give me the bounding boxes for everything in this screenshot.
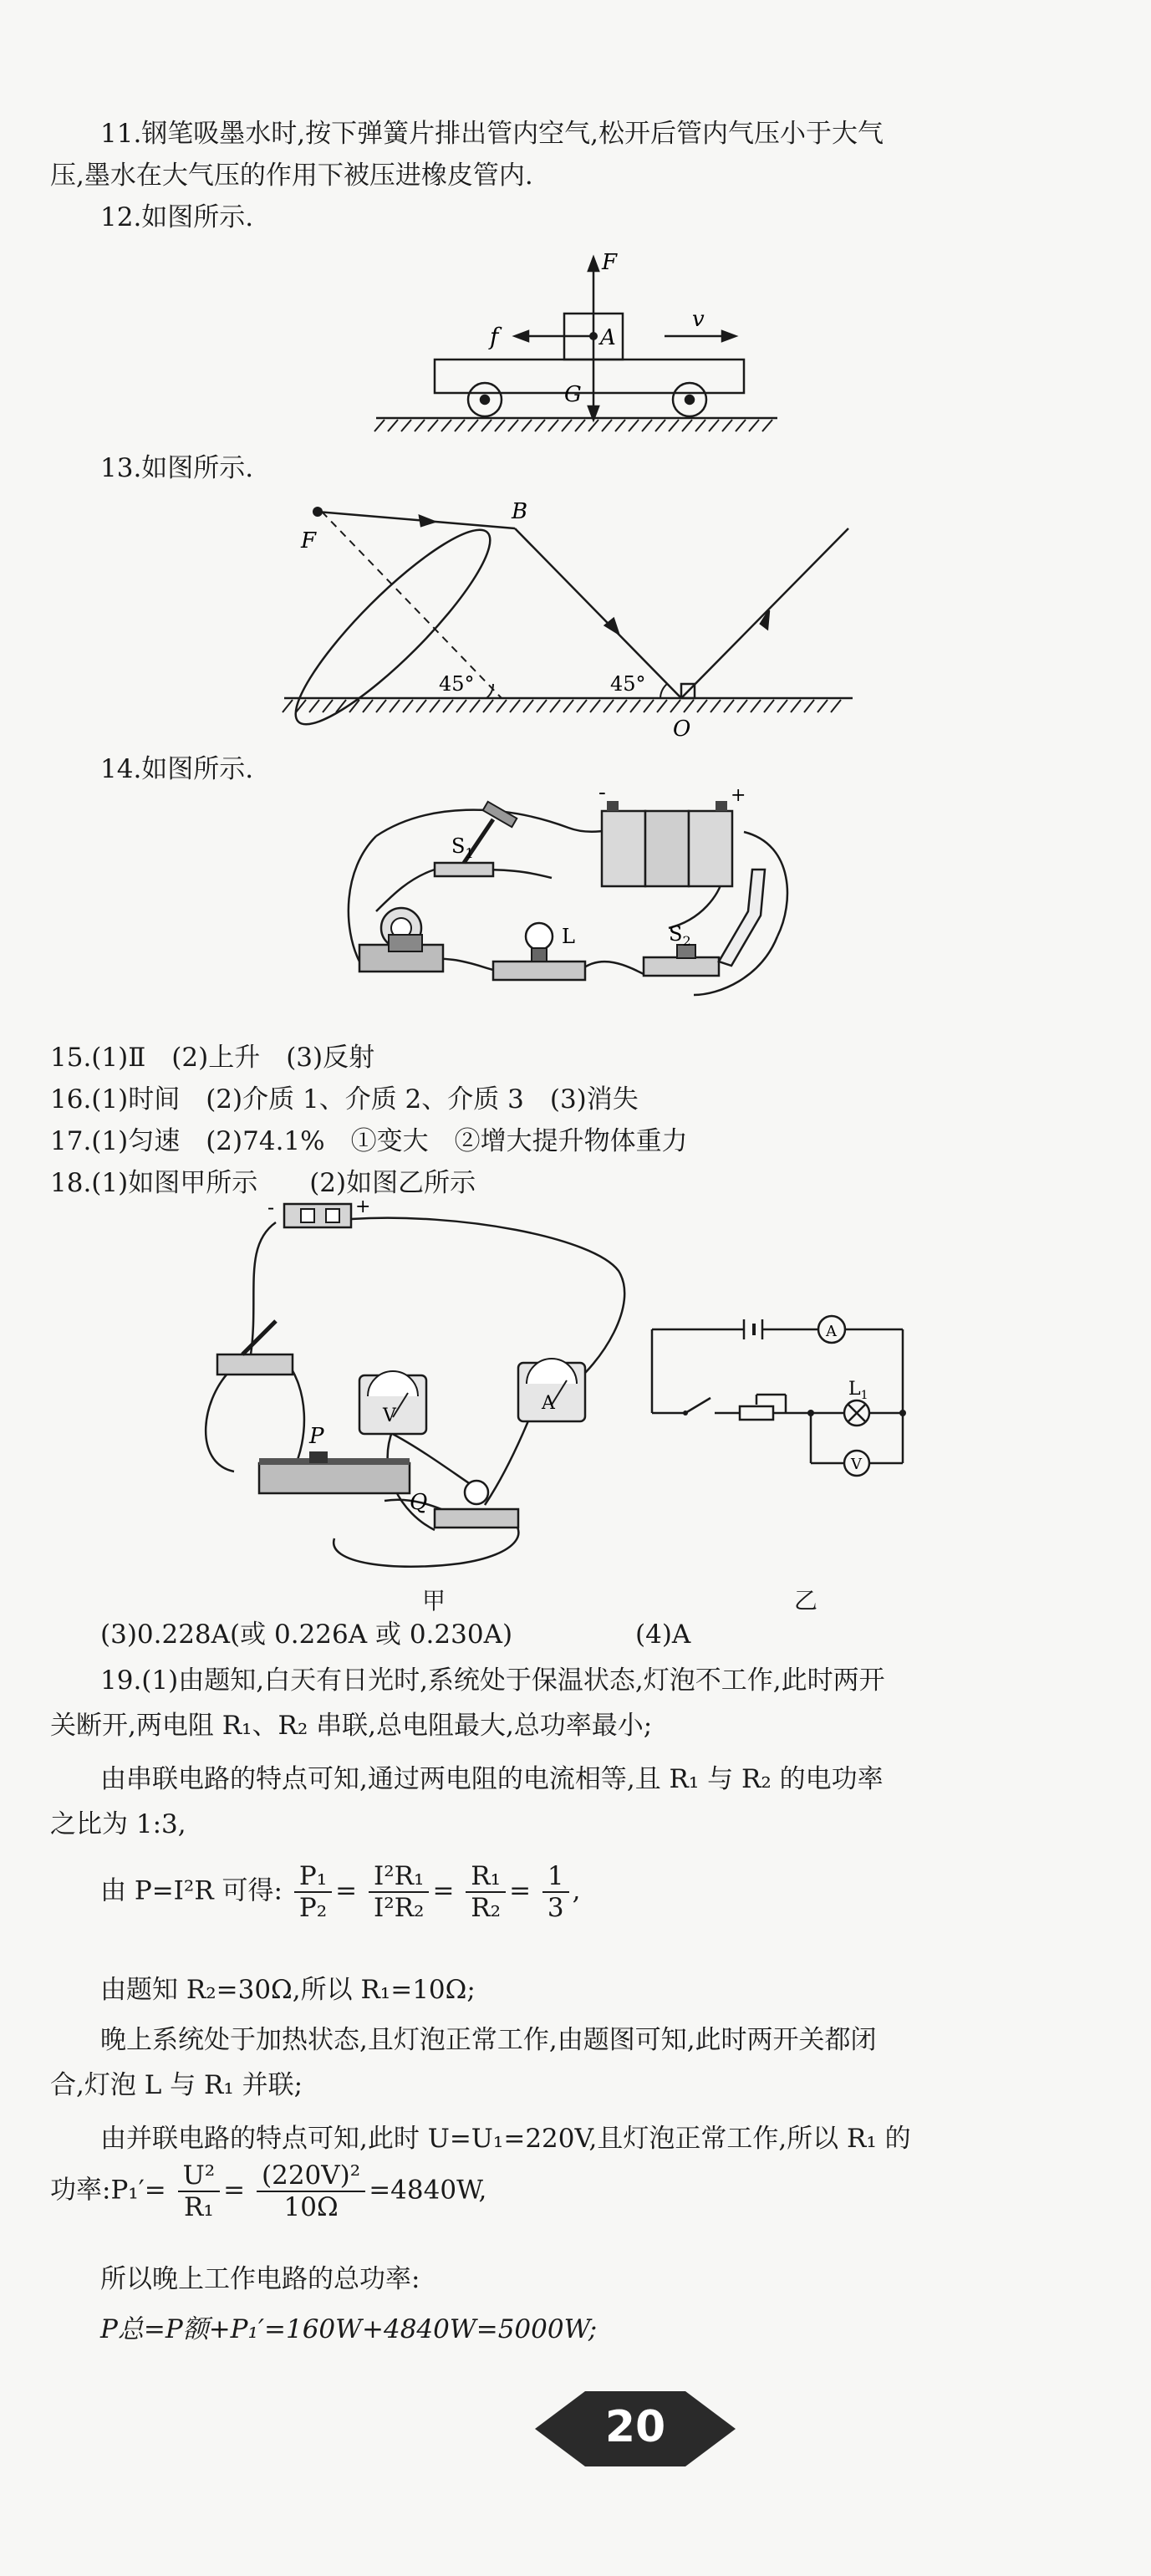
q13-title: 13.如图所示. <box>100 453 254 483</box>
q18-A-label: A <box>542 1393 555 1414</box>
q18-Q-label: Q <box>410 1490 428 1515</box>
q19-p2b: 之比为 1:3, <box>50 1809 186 1839</box>
q13-lens-figure <box>267 493 869 752</box>
q19-ratio-equation: 由 P=I²R 可得: $\frac{\text{P₁}}{\text{P₂}}$ = $\frac{\text{I²R₁}}{\text{I²R₂}}$ = $\frac{\text{R₁}}{\text{R₂}}$ = $\frac{1}{3}$ , <box>100 1861 581 1923</box>
q18-figure-yi <box>644 1304 919 1505</box>
page-number: 20 <box>604 2402 666 2452</box>
q18-part4: (4)A <box>635 1620 691 1650</box>
q18-label-yi: 乙 <box>794 1587 818 1614</box>
q13-angle1: 45° <box>439 672 475 696</box>
q19-frac-220: $\frac{\text{(220V)²}}{10\Omega}$ <box>257 2160 365 2222</box>
q12-title: 12.如图所示. <box>100 202 254 232</box>
q14-minus: - <box>598 786 606 805</box>
q17-answer: 17.(1)匀速 (2)74.1% ①变大 ②增大提升物体重力 <box>50 1126 688 1156</box>
q19-frac-i2r: $\frac{\text{I²R₁}}{\text{I²R₂}}$ <box>369 1861 429 1923</box>
q13-label-F: F <box>301 528 317 553</box>
q19-p3-prefix: 由 P=I²R 可得: <box>100 1875 283 1906</box>
q16-answer: 16.(1)时间 (2)介质 1、介质 2、介质 3 (3)消失 <box>50 1084 639 1115</box>
q18-figure-jia <box>184 1196 652 1580</box>
q19-p6a: 由并联电路的特点可知,此时 U=U₁=220V,且灯泡正常工作,所以 R₁ 的 <box>100 2124 911 2154</box>
q18-yi-V: V <box>851 1456 862 1473</box>
q19-frac-u2r: $\frac{\text{U²}}{\text{R₁}}$ <box>178 2160 221 2222</box>
q11-line1: 11.钢笔吸墨水时,按下弹簧片排出管内空气,松开后管内气压小于大气 <box>100 119 884 149</box>
q18-jia-plus: + <box>355 1196 371 1217</box>
q19-frac-r: $\frac{\text{R₁}}{\text{R₂}}$ <box>466 1861 506 1923</box>
q14-title: 14.如图所示. <box>100 754 254 784</box>
q13-label-O: O <box>673 717 691 742</box>
q19-power-equation: 功率:P₁′= $\frac{\text{U²}}{\text{R₁}}$ = $\frac{\text{(220V)²}}{10\Omega}$ =4840W, <box>50 2160 487 2222</box>
q14-label-L: L <box>562 925 575 948</box>
q19-frac-p: $\frac{\text{P₁}}{\text{P₂}}$ <box>294 1861 332 1923</box>
q19-p1a: 19.(1)由题知,白天有日光时,系统处于保温状态,灯泡不工作,此时两开 <box>100 1665 885 1696</box>
q14-circuit-figure <box>326 786 794 1020</box>
q19-p2a: 由串联电路的特点可知,通过两电阻的电流相等,且 R₁ 与 R₂ 的电功率 <box>100 1764 884 1794</box>
q18-part3: (3)0.228A(或 0.226A 或 0.230A) <box>100 1620 513 1650</box>
q19-p6b-prefix: 功率:P₁′= <box>50 2175 166 2206</box>
q13-angle2: 45° <box>610 672 646 696</box>
q19-p1b: 关断开,两电阻 R₁、R₂ 串联,总电阻最大,总功率最小; <box>50 1711 653 1741</box>
q14-label-S2: $S_2$ <box>669 922 691 949</box>
q18-V-label: V <box>383 1405 396 1426</box>
q12-label-f: f <box>490 323 499 350</box>
q14-label-S1: $S_1$ <box>451 834 474 861</box>
q12-cart-figure <box>351 242 786 451</box>
q18-jia-minus: - <box>267 1196 275 1219</box>
q18-P-label: P <box>309 1424 324 1449</box>
q18-yi-L1: $L_1$ <box>848 1379 868 1402</box>
q12-label-v: v <box>692 307 705 332</box>
q15-answer: 15.(1)Ⅱ (2)上升 (3)反射 <box>50 1043 375 1073</box>
q12-label-G: G <box>564 382 582 407</box>
q13-label-B: B <box>512 499 528 524</box>
q14-plus: + <box>731 786 746 806</box>
q18-label-jia: 甲 <box>422 1587 446 1614</box>
q18-answer: 18.(1)如图甲所示 (2)如图乙所示 <box>50 1168 476 1198</box>
q19-frac-ratio: $\frac{1}{3}$ <box>542 1861 569 1923</box>
q19-p4: 由题知 R₂=30Ω,所以 R₁=10Ω; <box>100 1975 476 2005</box>
q19-p3-suffix: , <box>572 1875 581 1906</box>
q12-label-A: A <box>600 325 616 350</box>
q19-p5b: 合,灯泡 L 与 R₁ 并联; <box>50 2070 303 2100</box>
q19-p6b-suffix: =4840W, <box>369 2175 487 2206</box>
q19-p8: P总=P额+P₁′=160W+4840W=5000W; <box>100 2314 598 2344</box>
q12-label-F: F <box>602 250 618 275</box>
q19-p7: 所以晚上工作电路的总功率: <box>100 2264 420 2294</box>
q19-p5a: 晚上系统处于加热状态,且灯泡正常工作,由题图可知,此时两开关都闭 <box>100 2025 877 2055</box>
q18-yi-A: A <box>826 1323 837 1340</box>
q11-line2: 压,墨水在大气压的作用下被压进橡皮管内. <box>50 161 533 191</box>
